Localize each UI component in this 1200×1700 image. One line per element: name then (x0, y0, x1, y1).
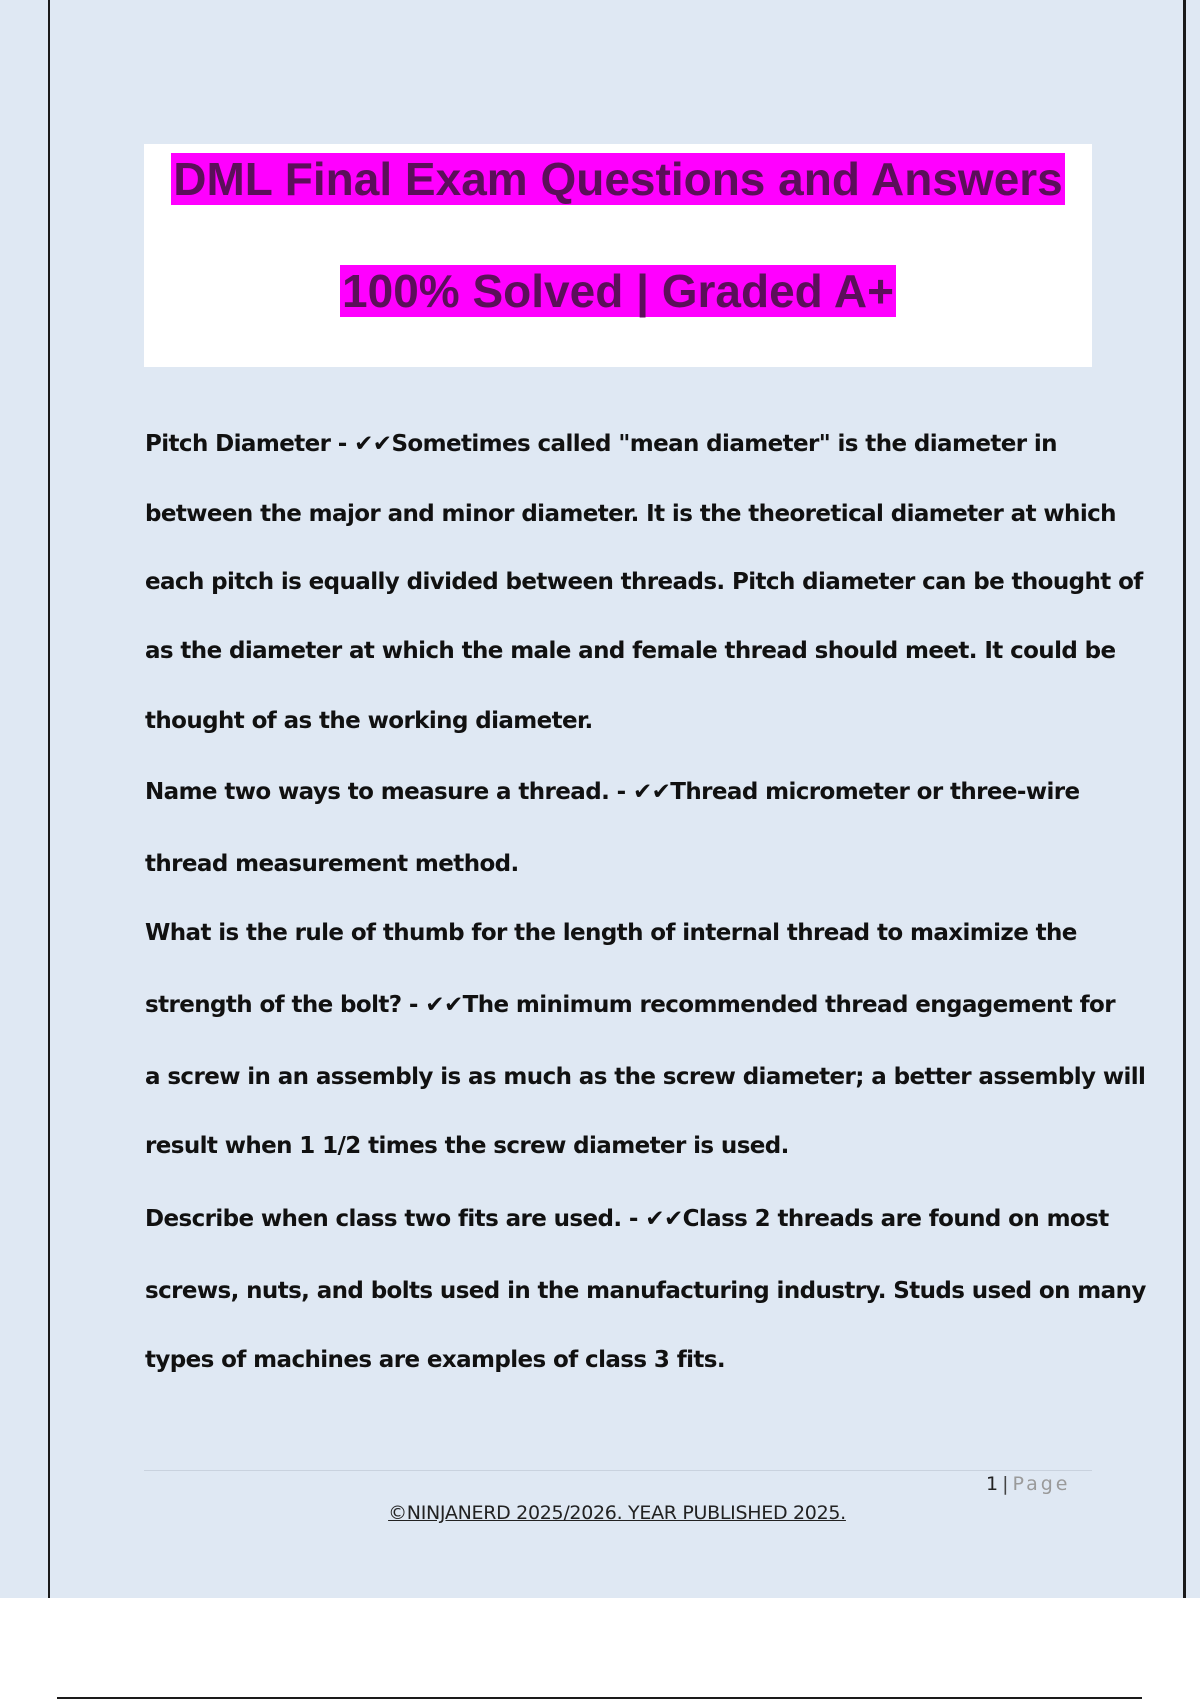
body-line: types of machines are examples of class 3 fits. (145, 1347, 726, 1373)
body-line: Pitch Diameter - ✔✔Sometimes called "mean diameter" is the diameter in (145, 431, 1057, 457)
page-label: Page (1012, 1473, 1071, 1495)
body-line: each pitch is equally divided between threads. Pitch diameter can be thought of (145, 569, 1143, 595)
body-line: screws, nuts, and bolts used in the manufacturing industry. Studs used on many (145, 1278, 1146, 1304)
title-line-2: 100% Solved | Graded A+ (342, 265, 894, 317)
body-line: thought of as the working diameter. (145, 708, 593, 734)
body-line: as the diameter at which the male and female thread should meet. It could be (145, 638, 1116, 664)
body-line: a screw in an assembly is as much as the screw diameter; a better assembly will (145, 1064, 1146, 1090)
document-title (144, 150, 1092, 208)
title-block (144, 144, 1092, 367)
page-right-border (1183, 0, 1186, 1598)
bottom-rule (57, 1697, 1142, 1699)
document-subtitle (144, 262, 1092, 320)
title-line-1: DML Final Exam Questions and Answers (173, 153, 1063, 205)
body-line: strength of the bolt? - ✔✔The minimum recommended thread engagement for (145, 992, 1115, 1018)
body-line: result when 1 1/2 times the screw diameter is used. (145, 1133, 789, 1159)
body-line: between the major and minor diameter. It is the theoretical diameter at which (145, 501, 1116, 527)
page-left-border (48, 0, 50, 1598)
copyright-notice: ©NINJANERD 2025/2026. YEAR PUBLISHED 2025. (388, 1502, 846, 1524)
page-number-separator: | (1002, 1473, 1009, 1495)
body-line: Describe when class two fits are used. - ✔✔Class 2 threads are found on most (145, 1206, 1109, 1232)
body-line: Name two ways to measure a thread. - ✔✔Thread micrometer or three-wire (145, 779, 1080, 805)
footer-divider (144, 1470, 1092, 1471)
body-line: What is the rule of thumb for the length of internal thread to maximize the (145, 920, 1077, 946)
page-number (986, 1473, 1071, 1495)
body-line: thread measurement method. (145, 851, 519, 877)
page-number-value: 1 (986, 1473, 999, 1495)
